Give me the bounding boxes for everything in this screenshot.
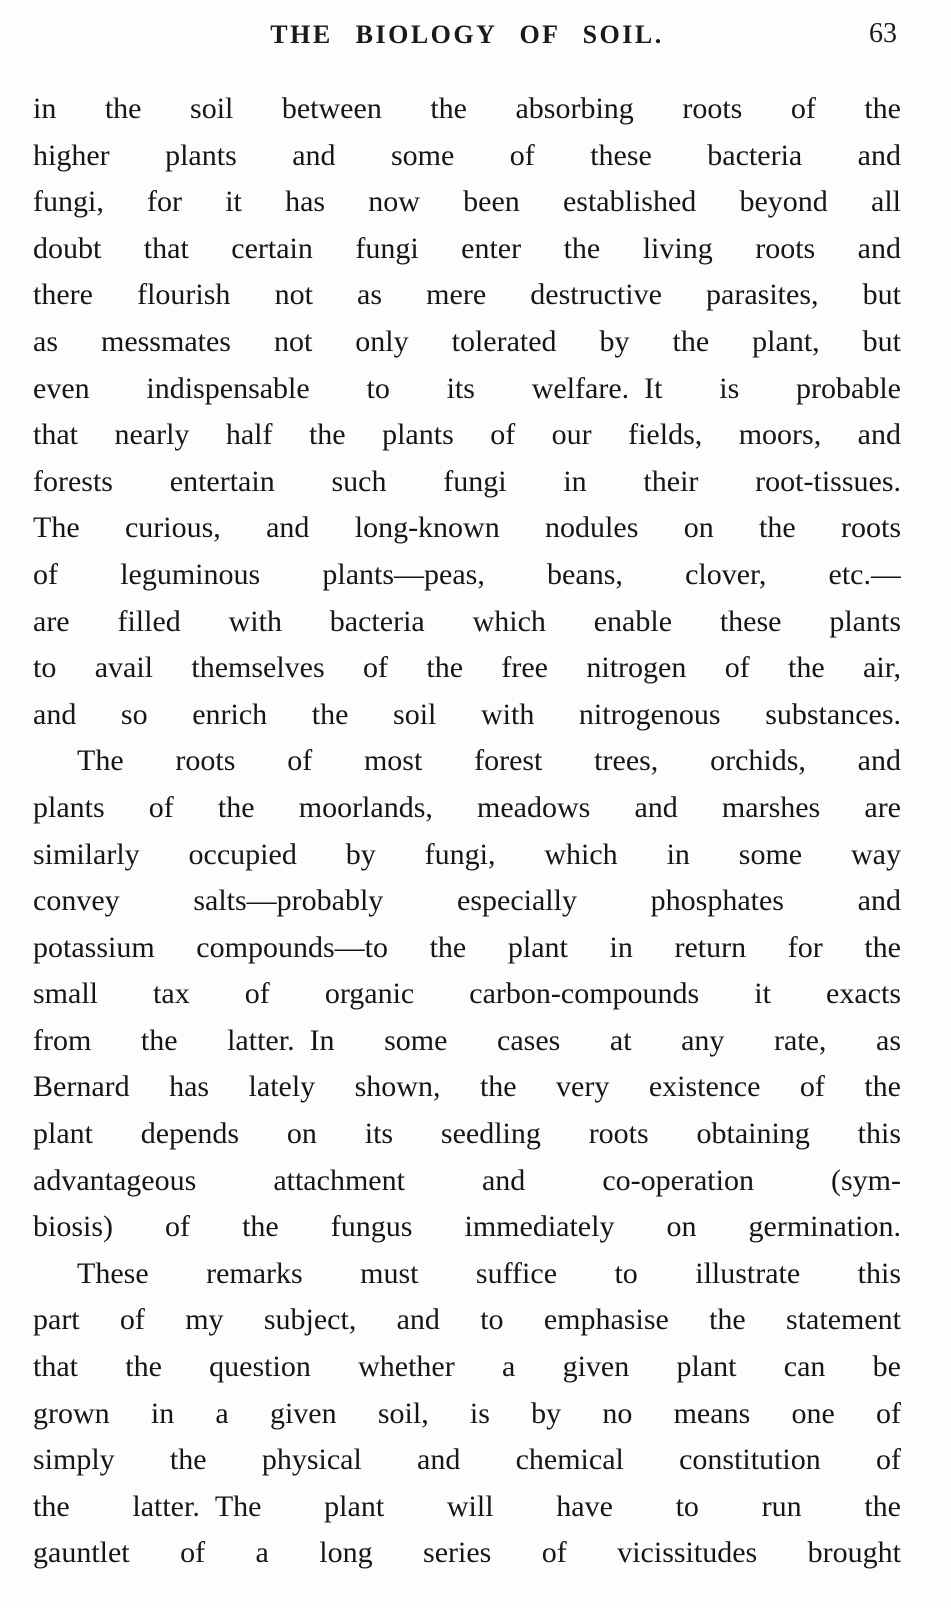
text-line: to avail themselves of the free nitrogen of the air, (33, 651, 901, 685)
paragraph (33, 86, 901, 738)
text-line: biosis) of the fungus immediately on germination. (33, 1210, 901, 1244)
text-line: doubt that certain fungi enter the living roots and (33, 231, 901, 265)
text-line: and so enrich the soil with nitrogenous substances. (33, 697, 901, 731)
running-head: THE BIOLOGY OF SOIL. (270, 20, 664, 49)
page-number: 63 (869, 18, 897, 49)
text-line: even indispensable to its welfare. It is probable (33, 371, 901, 405)
text-line: that nearly half the plants of our fields, moors, and (33, 418, 901, 452)
text-line: as messmates not only tolerated by the plant, but (33, 324, 901, 358)
text-line: Bernard has lately shown, the very existence of the (33, 1070, 901, 1104)
text-line: similarly occupied by fungi, which in some way (33, 837, 901, 871)
text-line: the latter. The plant will have to run the (33, 1489, 901, 1523)
text-line: forests entertain such fungi in their root-tissues. (33, 464, 901, 498)
text-line: potassium compounds—to the plant in return for the (33, 930, 901, 964)
paragraph (33, 1251, 901, 1577)
text-line: fungi, for it has now been established beyond all (33, 185, 901, 219)
text-line: advantageous attachment and co-operation (sym- (33, 1163, 901, 1197)
text-line: higher plants and some of these bacteria and (33, 138, 901, 172)
text-line: convey salts—probably especially phosphates and (33, 884, 901, 918)
text-line: that the question whether a given plant can be (33, 1350, 901, 1384)
text-line: are filled with bacteria which enable these plants (33, 604, 901, 638)
text-line: plant depends on its seedling roots obtaining this (33, 1117, 901, 1151)
text-line: small tax of organic carbon-compounds it exacts (33, 977, 901, 1011)
text-line: These remarks must suffice to illustrate this (77, 1256, 901, 1290)
text-line: part of my subject, and to emphasise the statement (33, 1303, 901, 1337)
paragraph (33, 738, 901, 1251)
text-line: plants of the moorlands, meadows and marshes are (33, 790, 901, 824)
page-header (33, 16, 901, 60)
text-line: The roots of most forest trees, orchids, and (77, 744, 901, 778)
text-line: The curious, and long-known nodules on the roots (33, 511, 901, 545)
text-line: grown in a given soil, is by no means one of (33, 1396, 901, 1430)
text-line: of leguminous plants—peas, beans, clover, etc.— (33, 557, 901, 591)
text-line: there flourish not as mere destructive parasites, but (33, 278, 901, 312)
body-text (33, 86, 901, 1577)
text-line: in the soil between the absorbing roots of the (33, 92, 901, 125)
text-line: simply the physical and chemical constitution of (33, 1443, 901, 1477)
text-line: from the latter. In some cases at any rate, as (33, 1023, 901, 1057)
text-line: gauntlet of a long series of vicissitudes brought (33, 1536, 901, 1570)
